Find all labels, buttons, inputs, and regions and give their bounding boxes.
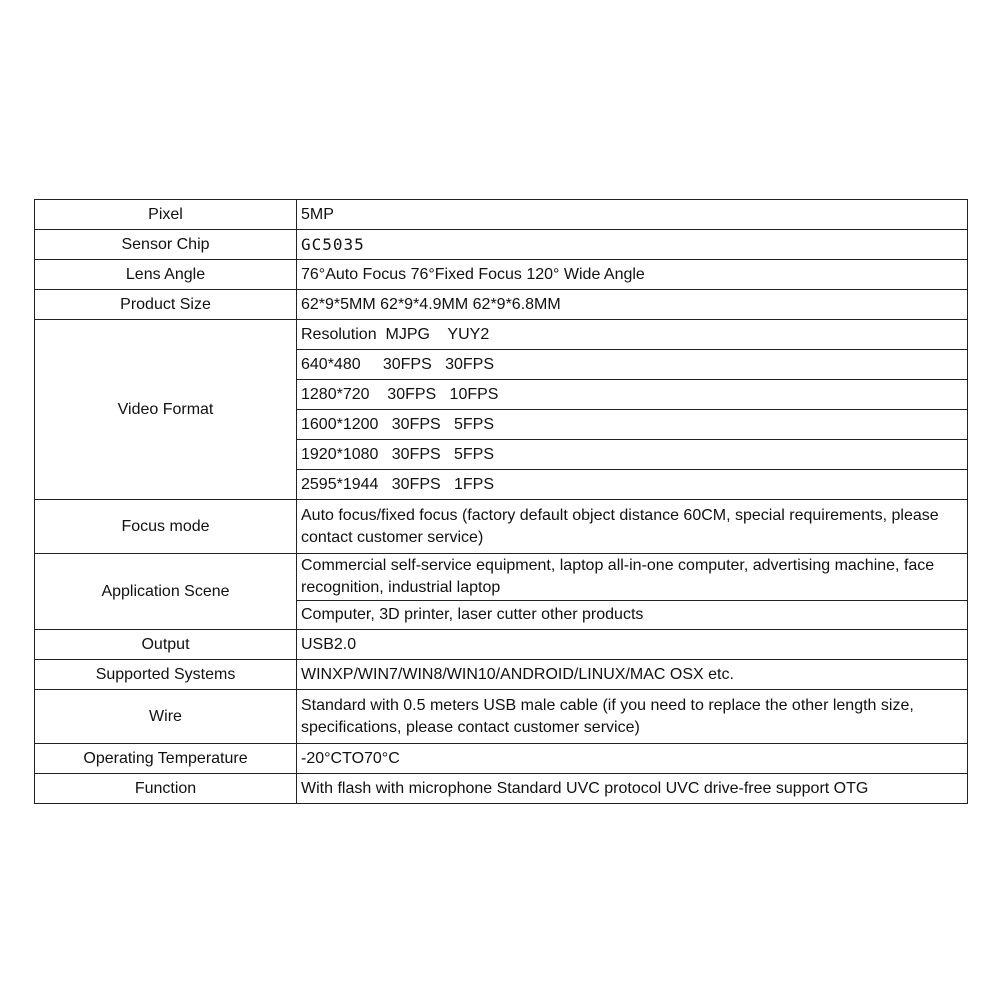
- table-row: [35, 320, 968, 350]
- video-format-row: [297, 350, 968, 380]
- spec-label-lens-angle: Lens Angle: [35, 260, 297, 290]
- table-row: [35, 230, 968, 260]
- table-row: [35, 200, 968, 230]
- spec-value-supported-systems: WINXP/WIN7/WIN8/WIN10/ANDROID/LINUX/MAC OSX etc.: [297, 660, 968, 690]
- table-row: [35, 630, 968, 660]
- spec-value-operating-temperature: -20°CTO70°C: [297, 744, 968, 774]
- table-row: [35, 260, 968, 290]
- spec-value-product-size: 62*9*5MM 62*9*4.9MM 62*9*6.8MM: [297, 290, 968, 320]
- spec-value-pixel: 5MP: [297, 200, 968, 230]
- video-format-text: 1280*720 30FPS 10FPS: [301, 385, 499, 403]
- spec-label-supported-systems: Supported Systems: [35, 660, 297, 690]
- spec-value-sensor-chip: GC5035: [297, 230, 968, 260]
- table-row: [35, 554, 968, 601]
- video-format-row: [297, 380, 968, 410]
- table-row: [35, 690, 968, 744]
- spec-label-sensor-chip: Sensor Chip: [35, 230, 297, 260]
- spec-table: [34, 199, 968, 804]
- video-format-text: 1600*1200 30FPS 5FPS: [301, 415, 495, 433]
- spec-value-function: With flash with microphone Standard UVC protocol UVC drive-free support OTG: [297, 774, 968, 804]
- video-format-row: [297, 410, 968, 440]
- spec-value-focus-mode: Auto focus/fixed focus (factory default object distance 60CM, special requirements, please contact customer service): [297, 500, 968, 554]
- video-format-text: 1920*1080 30FPS 5FPS: [301, 445, 495, 463]
- spec-label-focus-mode: Focus mode: [35, 500, 297, 554]
- spec-label-video-format: Video Format: [35, 320, 297, 500]
- video-format-text: 2595*1944 30FPS 1FPS: [301, 475, 495, 493]
- spec-label-product-size: Product Size: [35, 290, 297, 320]
- spec-label-function: Function: [35, 774, 297, 804]
- spec-value-wire: Standard with 0.5 meters USB male cable (if you need to replace the other length size, specifications, please contact customer service): [297, 690, 968, 744]
- video-format-row: [297, 470, 968, 500]
- spec-label-pixel: Pixel: [35, 200, 297, 230]
- video-format-text: 640*480 30FPS 30FPS: [301, 355, 495, 373]
- video-format-row: [297, 320, 968, 350]
- table-row: [35, 660, 968, 690]
- spec-label-application-scene: Application Scene: [35, 554, 297, 630]
- spec-label-operating-temperature: Operating Temperature: [35, 744, 297, 774]
- spec-value-lens-angle: 76°Auto Focus 76°Fixed Focus 120° Wide Angle: [297, 260, 968, 290]
- spec-label-wire: Wire: [35, 690, 297, 744]
- video-format-text: Resolution MJPG YUY2: [301, 325, 490, 343]
- spec-value-application-scene-1: Commercial self-service equipment, laptop all-in-one computer, advertising machine, face recognition, industrial laptop: [297, 554, 968, 601]
- table-row: [35, 744, 968, 774]
- spec-label-output: Output: [35, 630, 297, 660]
- table-row: [35, 500, 968, 554]
- spec-value-application-scene-2: Computer, 3D printer, laser cutter other products: [297, 601, 968, 630]
- video-format-row: [297, 440, 968, 470]
- table-row: [35, 774, 968, 804]
- spec-value-output: USB2.0: [297, 630, 968, 660]
- table-row: [35, 290, 968, 320]
